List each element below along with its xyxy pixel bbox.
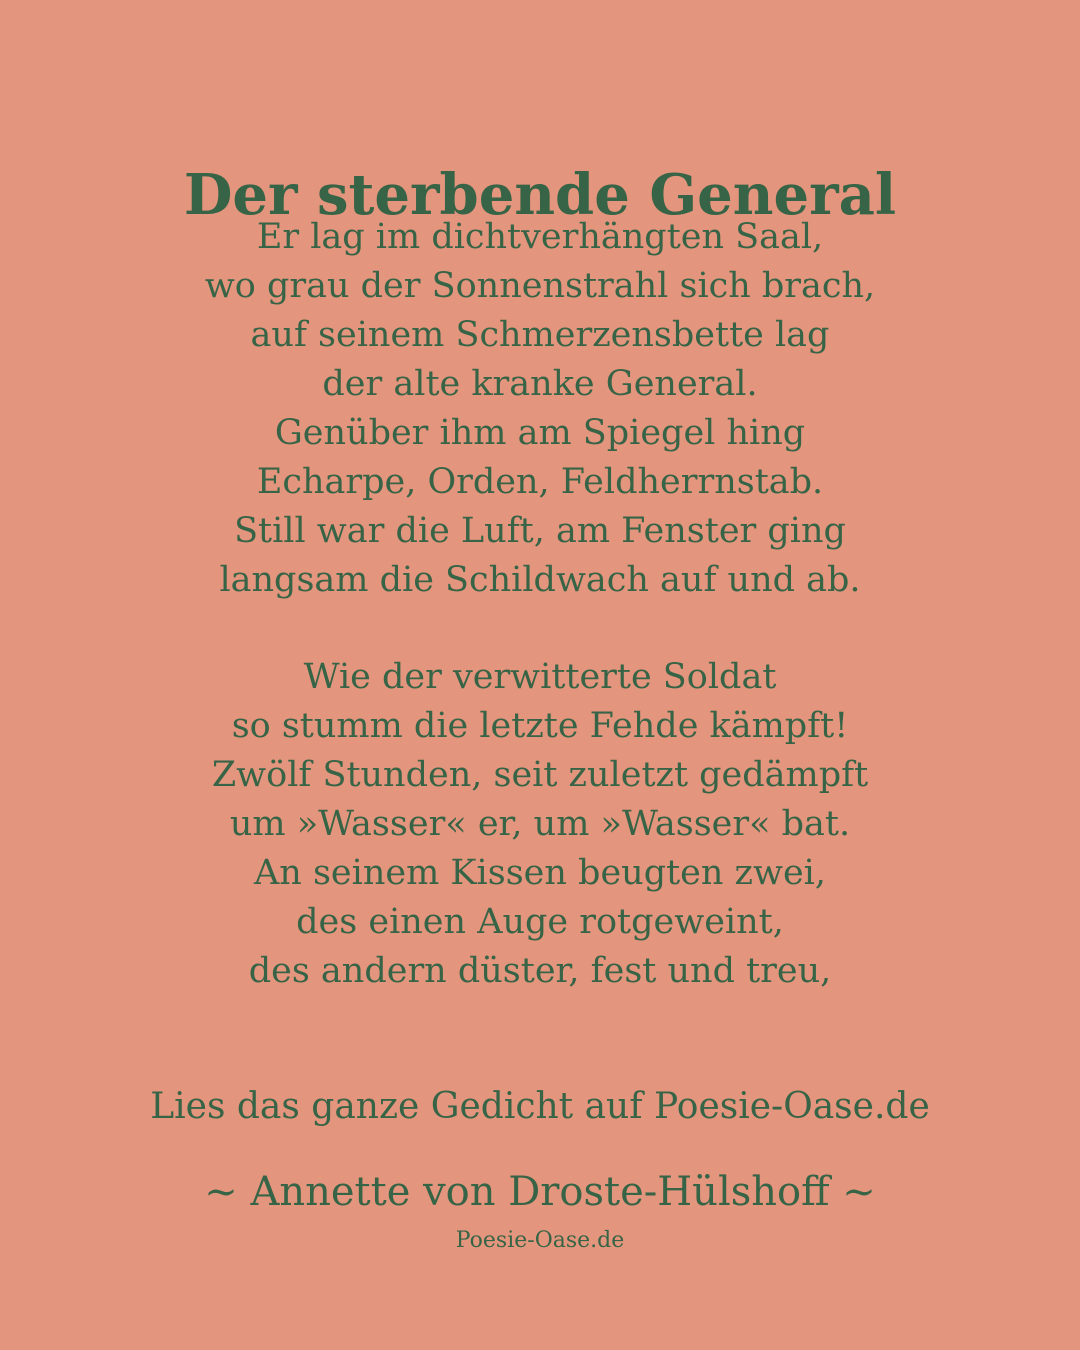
- verse-line: auf seinem Schmerzensbette lag: [250, 315, 830, 355]
- stanza-2: [0, 653, 1080, 996]
- verse-line: wo grau der Sonnenstrahl sich brach,: [204, 266, 876, 306]
- verse-line: Genüber ihm am Spiegel hing: [274, 413, 806, 453]
- verse-line: Still war die Luft, am Fenster ging: [234, 511, 846, 551]
- site-name: Poesie-Oase.de: [455, 1228, 625, 1253]
- poem-title: Der sterbende General: [183, 161, 897, 228]
- verse-line: der alte kranke General.: [322, 364, 758, 404]
- stanza-1: [0, 213, 1080, 605]
- verse-line: Er lag im dichtverhängten Saal,: [256, 217, 824, 257]
- verse-line: um »Wasser« er, um »Wasser« bat.: [229, 804, 851, 844]
- verse-line: des einen Auge rotgeweint,: [296, 902, 784, 942]
- verse-line: so stumm die letzte Fehde kämpft!: [231, 706, 849, 746]
- author-credit: ~ Annette von Droste-Hülshoff ~: [204, 1169, 876, 1215]
- verse-line: des andern düster, fest und treu,: [248, 951, 832, 991]
- verse-line: Wie der verwitterte Soldat: [303, 657, 777, 697]
- verse-line: An seinem Kissen beugten zwei,: [254, 853, 826, 893]
- verse-line: Zwölf Stunden, seit zuletzt gedämpft: [211, 755, 869, 795]
- verse-line: langsam die Schildwach auf und ab.: [219, 560, 861, 600]
- read-more-note: Lies das ganze Gedicht auf Poesie-Oase.de: [150, 1086, 930, 1127]
- verse-line: Echarpe, Orden, Feldherrnstab.: [256, 462, 824, 502]
